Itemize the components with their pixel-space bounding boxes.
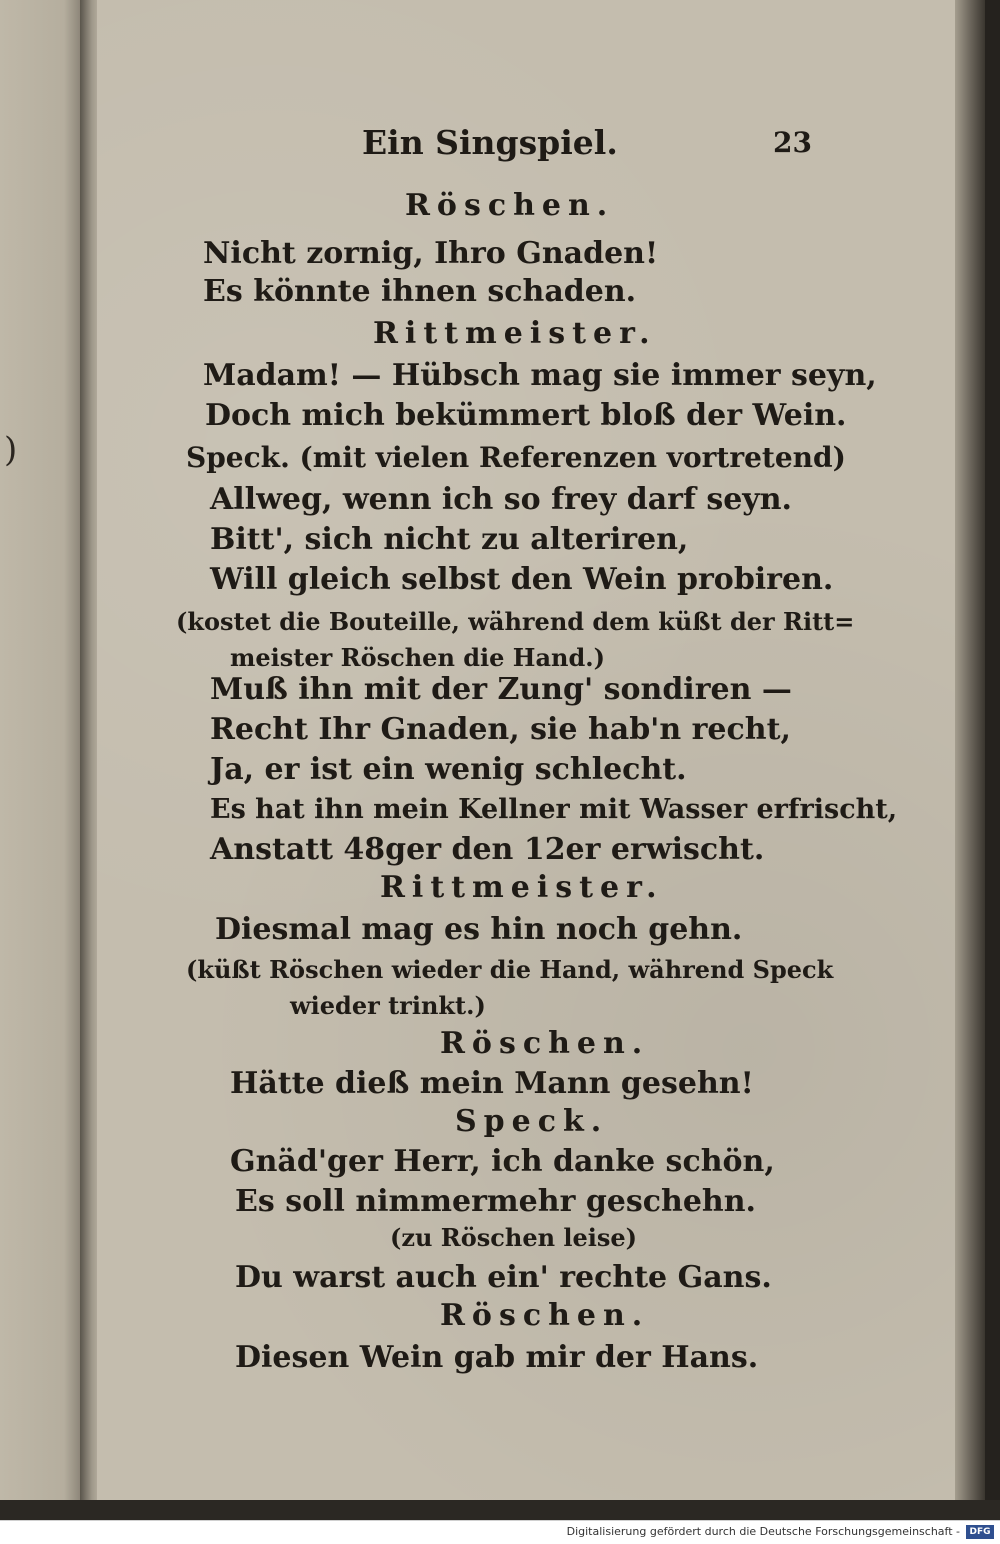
speaker-with-direction: Speck. (mit vielen Referenzen vortretend) [186, 441, 846, 474]
funding-notice: Digitalisierung gefördert durch die Deutsche Forschungsgemeinschaft - [566, 1525, 960, 1538]
verse-line: Es soll nimmermehr geschehn. [235, 1184, 757, 1219]
stage-direction: wieder trinkt.) [290, 991, 486, 1020]
stage-direction: (küßt Röschen wieder die Hand, während Speck [186, 955, 834, 984]
speaker-name: Rittmeister. [380, 870, 664, 905]
stage-direction: (zu Röschen leise) [390, 1223, 638, 1252]
verse-line: Ja, er ist ein wenig schlecht. [210, 752, 687, 787]
page-number: 23 [773, 126, 812, 159]
speaker-name: Röschen. [440, 1026, 650, 1061]
verse-line: Recht Ihr Gnaden, sie hab'n recht, [210, 712, 791, 747]
digitization-footer [0, 1520, 1000, 1544]
left-page-fragment [0, 0, 80, 1500]
verse-line: Allweg, wenn ich so frey darf seyn. [210, 482, 792, 517]
speaker-name: Röschen. [405, 188, 615, 223]
running-title: Ein Singspiel. [362, 123, 618, 162]
speaker-name: Röschen. [440, 1298, 650, 1333]
dfg-logo-icon: DFG [966, 1525, 994, 1539]
verse-line: Bitt', sich nicht zu alteriren, [210, 522, 689, 557]
page-edge [955, 0, 985, 1500]
verse-line: Diesmal mag es hin noch gehn. [215, 912, 743, 947]
verse-line: Will gleich selbst den Wein probiren. [210, 562, 834, 597]
speaker-name: Speck. [455, 1104, 609, 1139]
verse-line: Hätte dieß mein Mann gesehn! [230, 1066, 754, 1101]
verse-line: Du warst auch ein' rechte Gans. [235, 1260, 772, 1295]
scan-bottom-band [0, 1500, 1000, 1520]
stage-direction: meister Röschen die Hand.) [230, 643, 605, 672]
verse-line: Gnäd'ger Herr, ich danke schön, [230, 1144, 775, 1179]
left-page-mark: ) [4, 430, 18, 470]
verse-line: Es könnte ihnen schaden. [203, 274, 637, 309]
speaker-name: Rittmeister. [373, 316, 657, 351]
verse-line: Doch mich bekümmert bloß der Wein. [205, 398, 847, 433]
stage-direction: (kostet die Bouteille, während dem küßt der Ritt= [176, 607, 855, 636]
verse-line: Es hat ihn mein Kellner mit Wasser erfrischt, [210, 794, 898, 825]
verse-line: Madam! — Hübsch mag sie immer seyn, [203, 358, 877, 393]
verse-line: Muß ihn mit der Zung' sondiren — [210, 672, 792, 707]
verse-line: Diesen Wein gab mir der Hans. [235, 1340, 759, 1375]
verse-line: Nicht zornig, Ihro Gnaden! [203, 236, 659, 271]
verse-line: Anstatt 48ger den 12er erwischt. [210, 832, 765, 867]
